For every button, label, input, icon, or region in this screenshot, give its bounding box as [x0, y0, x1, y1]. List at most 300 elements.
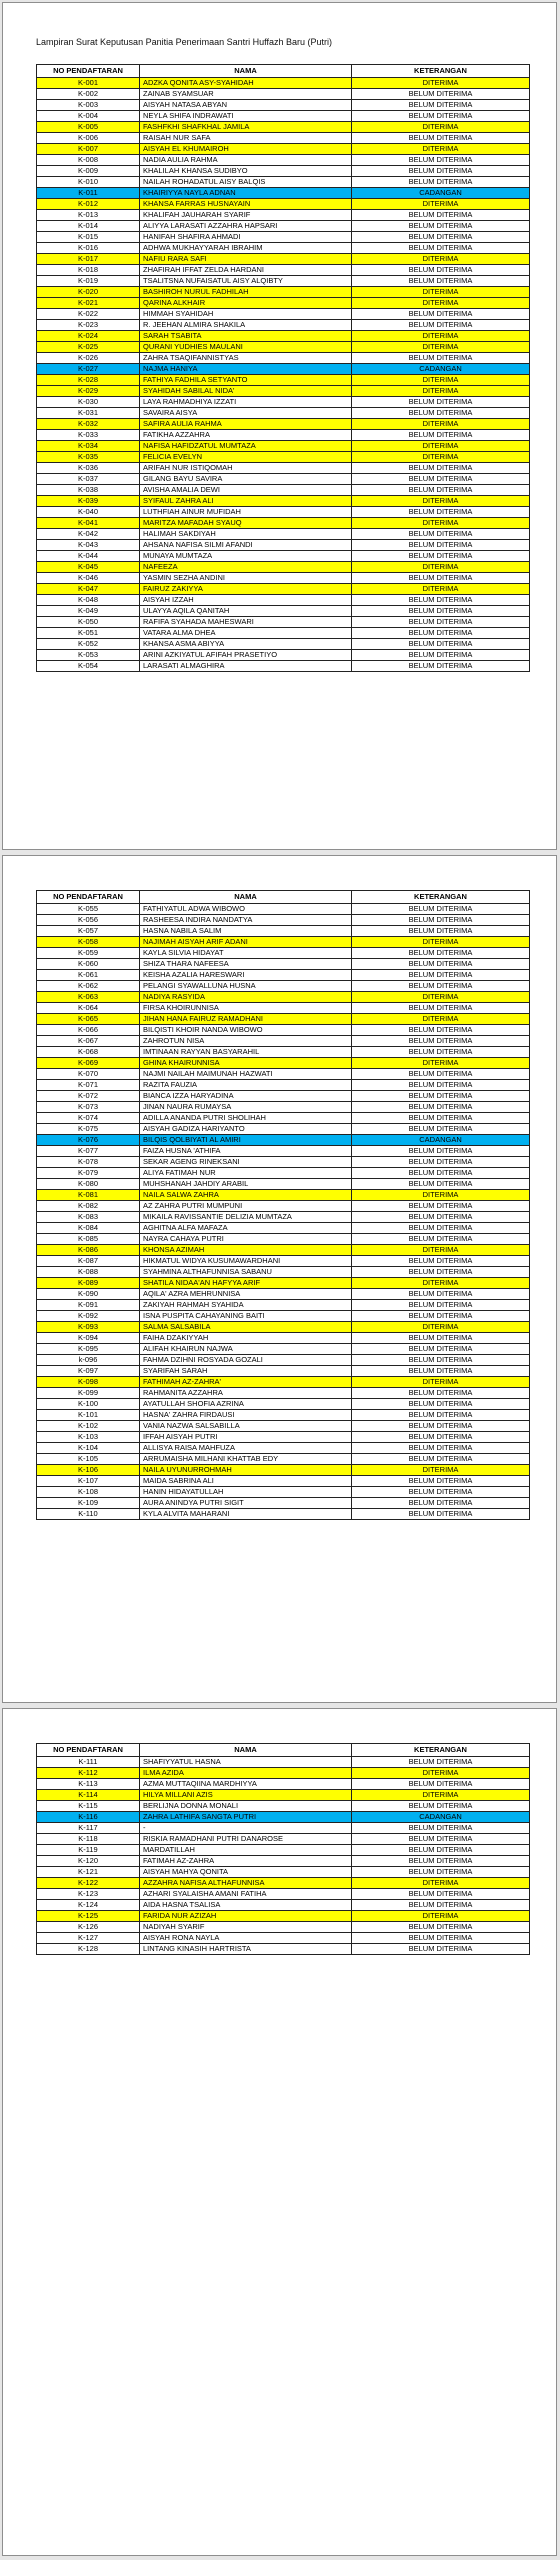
status: DITERIMA: [352, 1058, 530, 1069]
student-name: NAFIU RARA SAFI: [140, 254, 352, 265]
status: BELUM DITERIMA: [352, 1856, 530, 1867]
registration-number: K-097: [37, 1366, 140, 1377]
student-name: SHIZA THARA NAFEESA: [140, 959, 352, 970]
status: BELUM DITERIMA: [352, 485, 530, 496]
status: BELUM DITERIMA: [352, 948, 530, 959]
table-row: [37, 287, 530, 298]
student-name: GHINA KHAIRUNNISA: [140, 1058, 352, 1069]
student-name: NADIA AULIA RAHMA: [140, 155, 352, 166]
registration-number: K-063: [37, 992, 140, 1003]
table-row: [37, 78, 530, 89]
registration-table: [36, 890, 530, 1520]
student-name: MAIDA SABRINA ALI: [140, 1476, 352, 1487]
registration-number: K-001: [37, 78, 140, 89]
status: BELUM DITERIMA: [352, 1944, 530, 1955]
student-name: AZZAHRA NAFISA ALTHAFUNNISA: [140, 1878, 352, 1889]
table-row: [37, 1168, 530, 1179]
table-row: [37, 243, 530, 254]
status: CADANGAN: [352, 1812, 530, 1823]
registration-number: K-005: [37, 122, 140, 133]
registration-number: K-077: [37, 1146, 140, 1157]
student-name: FAIRUZ ZAKIYYA: [140, 584, 352, 595]
registration-number: K-125: [37, 1911, 140, 1922]
student-name: GILANG BAYU SAVIRA: [140, 474, 352, 485]
table-row: [37, 1366, 530, 1377]
status: BELUM DITERIMA: [352, 1823, 530, 1834]
status: BELUM DITERIMA: [352, 661, 530, 672]
student-name: KEISHA AZALIA HARESWARI: [140, 970, 352, 981]
student-name: ADILLA ANANDA PUTRI SHOLIHAH: [140, 1113, 352, 1124]
student-name: NAFISA HAFIDZATUL MUMTAZA: [140, 441, 352, 452]
table-row: [37, 1399, 530, 1410]
table-row: [37, 1201, 530, 1212]
registration-number: K-085: [37, 1234, 140, 1245]
status: BELUM DITERIMA: [352, 639, 530, 650]
table-row: [37, 430, 530, 441]
registration-number: K-069: [37, 1058, 140, 1069]
student-name: ZAINAB SYAMSUAR: [140, 89, 352, 100]
table-row: [37, 573, 530, 584]
status: CADANGAN: [352, 364, 530, 375]
status: DITERIMA: [352, 1278, 530, 1289]
document-title: Lampiran Surat Keputusan Panitia Penerimaan Santri Huffazh Baru (Putri): [36, 37, 332, 47]
registration-number: K-091: [37, 1300, 140, 1311]
student-name: HANIN HIDAYATULLAH: [140, 1487, 352, 1498]
table-row: [37, 441, 530, 452]
status: BELUM DITERIMA: [352, 1157, 530, 1168]
student-name: HILYA MILLANI AZIS: [140, 1790, 352, 1801]
status: BELUM DITERIMA: [352, 463, 530, 474]
student-name: FATHIYATUL ADWA WIBOWO: [140, 904, 352, 915]
status: BELUM DITERIMA: [352, 397, 530, 408]
student-name: KHANSA ASMA ABIYYA: [140, 639, 352, 650]
table-row: [37, 1091, 530, 1102]
registration-number: K-108: [37, 1487, 140, 1498]
table-row: [37, 1300, 530, 1311]
registration-number: K-119: [37, 1845, 140, 1856]
registration-number: K-042: [37, 529, 140, 540]
registration-number: K-013: [37, 210, 140, 221]
status: BELUM DITERIMA: [352, 551, 530, 562]
registration-number: K-026: [37, 353, 140, 364]
student-name: FIRSA KHOIRUNNISA: [140, 1003, 352, 1014]
table-row: [37, 1443, 530, 1454]
registration-number: K-071: [37, 1080, 140, 1091]
status: DITERIMA: [352, 1790, 530, 1801]
registration-number: K-032: [37, 419, 140, 430]
registration-number: K-101: [37, 1410, 140, 1421]
registration-number: K-028: [37, 375, 140, 386]
registration-number: K-053: [37, 650, 140, 661]
status: BELUM DITERIMA: [352, 1889, 530, 1900]
table-row: [37, 1124, 530, 1135]
student-name: ISNA PUSPITA CAHAYANING BAITI: [140, 1311, 352, 1322]
status: DITERIMA: [352, 254, 530, 265]
student-name: BIANCA IZZA HARYADINA: [140, 1091, 352, 1102]
table-row: [37, 1388, 530, 1399]
registration-number: K-039: [37, 496, 140, 507]
table-row: [37, 232, 530, 243]
status: BELUM DITERIMA: [352, 309, 530, 320]
student-name: VATARA ALMA DHEA: [140, 628, 352, 639]
table-row: [37, 1454, 530, 1465]
table-row: [37, 1047, 530, 1058]
student-name: ZAHRA LATHIFA SANGTA PUTRI: [140, 1812, 352, 1823]
status: BELUM DITERIMA: [352, 1080, 530, 1091]
registration-number: K-050: [37, 617, 140, 628]
student-name: AHSANA NAFISA SILMI AFANDI: [140, 540, 352, 551]
registration-number: K-056: [37, 915, 140, 926]
table-row: [37, 661, 530, 672]
status: BELUM DITERIMA: [352, 133, 530, 144]
table-row: [37, 353, 530, 364]
table-row: [37, 1790, 530, 1801]
table-row: [37, 1823, 530, 1834]
status: DITERIMA: [352, 562, 530, 573]
registration-number: K-014: [37, 221, 140, 232]
table-row: [37, 948, 530, 959]
student-name: AISYAH IZZAH: [140, 595, 352, 606]
table-row: [37, 507, 530, 518]
student-name: NAJMA HANIYA: [140, 364, 352, 375]
student-name: AISYAH EL KHUMAIROH: [140, 144, 352, 155]
status: BELUM DITERIMA: [352, 617, 530, 628]
status: DITERIMA: [352, 1465, 530, 1476]
status: BELUM DITERIMA: [352, 1432, 530, 1443]
student-name: RISKIA RAMADHANI PUTRI DANAROSE: [140, 1834, 352, 1845]
table-row: [37, 408, 530, 419]
student-name: ADHWA MUKHAYYARAH IBRAHIM: [140, 243, 352, 254]
student-name: RAZITA FAUZIA: [140, 1080, 352, 1091]
status: DITERIMA: [352, 1911, 530, 1922]
registration-number: K-003: [37, 100, 140, 111]
student-name: MUNAYA MUMTAZA: [140, 551, 352, 562]
registration-number: K-102: [37, 1421, 140, 1432]
table-row: [37, 1058, 530, 1069]
table-row: [37, 1289, 530, 1300]
table-row: [37, 1900, 530, 1911]
registration-number: K-024: [37, 331, 140, 342]
registration-number: K-066: [37, 1025, 140, 1036]
status: BELUM DITERIMA: [352, 1124, 530, 1135]
student-name: RASHEESA INDIRA NANDATYA: [140, 915, 352, 926]
student-name: BILQIS QOLBIYATI AL AMIRI: [140, 1135, 352, 1146]
status: DITERIMA: [352, 1014, 530, 1025]
student-name: ARINI AZKIYATUL AFIFAH PRASETIYO: [140, 650, 352, 661]
registration-number: K-080: [37, 1179, 140, 1190]
student-name: FATIMAH AZ-ZAHRA: [140, 1856, 352, 1867]
table-row: [37, 617, 530, 628]
status: BELUM DITERIMA: [352, 1047, 530, 1058]
registration-number: K-112: [37, 1768, 140, 1779]
student-name: HASNA' ZAHRA FIRDAUSI: [140, 1410, 352, 1421]
registration-number: K-045: [37, 562, 140, 573]
registration-number: K-087: [37, 1256, 140, 1267]
table-row: [37, 904, 530, 915]
table-row: [37, 364, 530, 375]
status: BELUM DITERIMA: [352, 959, 530, 970]
status: BELUM DITERIMA: [352, 1399, 530, 1410]
status: BELUM DITERIMA: [352, 529, 530, 540]
document-page: [2, 2, 557, 850]
table-row: [37, 452, 530, 463]
table-row: [37, 342, 530, 353]
registration-number: K-016: [37, 243, 140, 254]
col-header-keterangan: KETERANGAN: [352, 891, 530, 904]
student-name: ARIFAH NUR ISTIQOMAH: [140, 463, 352, 474]
student-name: KHANSA FARRAS HUSNAYAIN: [140, 199, 352, 210]
table-header-row: [37, 1744, 530, 1757]
registration-number: K-105: [37, 1454, 140, 1465]
registration-number: K-127: [37, 1933, 140, 1944]
registration-number: K-064: [37, 1003, 140, 1014]
student-name: MARDATILLAH: [140, 1845, 352, 1856]
table-row: [37, 1355, 530, 1366]
registration-number: K-019: [37, 276, 140, 287]
registration-number: K-058: [37, 937, 140, 948]
table-row: [37, 518, 530, 529]
status: BELUM DITERIMA: [352, 100, 530, 111]
table-row: [37, 1267, 530, 1278]
student-name: ZHAFIRAH IFFAT ZELDA HARDANI: [140, 265, 352, 276]
col-header-keterangan: KETERANGAN: [352, 1744, 530, 1757]
registration-number: K-073: [37, 1102, 140, 1113]
status: CADANGAN: [352, 188, 530, 199]
status: BELUM DITERIMA: [352, 1498, 530, 1509]
table-row: [37, 1377, 530, 1388]
col-header-no: NO PENDAFTARAN: [37, 1744, 140, 1757]
registration-number: K-074: [37, 1113, 140, 1124]
table-row: [37, 1212, 530, 1223]
table-row: [37, 419, 530, 430]
registration-number: K-123: [37, 1889, 140, 1900]
table-row: [37, 1234, 530, 1245]
table-row: [37, 122, 530, 133]
table-row: [37, 1069, 530, 1080]
status: BELUM DITERIMA: [352, 320, 530, 331]
student-name: KHALIFAH JAUHARAH SYARIF: [140, 210, 352, 221]
student-name: QURANI YUDHIES MAULANI: [140, 342, 352, 353]
table-row: [37, 1779, 530, 1790]
table-row: [37, 1856, 530, 1867]
student-name: HANIFAH SHAFIRA AHMADI: [140, 232, 352, 243]
registration-number: K-049: [37, 606, 140, 617]
status: BELUM DITERIMA: [352, 926, 530, 937]
table-row: [37, 1146, 530, 1157]
status: DITERIMA: [352, 1322, 530, 1333]
status: DITERIMA: [352, 1768, 530, 1779]
status: BELUM DITERIMA: [352, 1168, 530, 1179]
registration-number: K-076: [37, 1135, 140, 1146]
status: BELUM DITERIMA: [352, 1201, 530, 1212]
table-row: [37, 276, 530, 287]
registration-number: K-083: [37, 1212, 140, 1223]
status: BELUM DITERIMA: [352, 540, 530, 551]
table-row: [37, 375, 530, 386]
student-name: FASHFKHI SHAFKHAL JAMILA: [140, 122, 352, 133]
status: BELUM DITERIMA: [352, 1025, 530, 1036]
table-row: [37, 1878, 530, 1889]
registration-number: K-059: [37, 948, 140, 959]
student-name: BERLIJNA DONNA MONALI: [140, 1801, 352, 1812]
student-name: LUTHFIAH AINUR MUFIDAH: [140, 507, 352, 518]
table-row: [37, 970, 530, 981]
table-row: [37, 155, 530, 166]
table-row: [37, 89, 530, 100]
status: BELUM DITERIMA: [352, 1487, 530, 1498]
status: BELUM DITERIMA: [352, 1311, 530, 1322]
registration-number: K-036: [37, 463, 140, 474]
status: BELUM DITERIMA: [352, 210, 530, 221]
status: DITERIMA: [352, 1377, 530, 1388]
table-row: [37, 199, 530, 210]
table-row: [37, 298, 530, 309]
student-name: SYIFAUL ZAHRA ALI: [140, 496, 352, 507]
student-name: AISYAH MAHYA QONITA: [140, 1867, 352, 1878]
student-name: AYATULLAH SHOFIA AZRINA: [140, 1399, 352, 1410]
table-row: [37, 606, 530, 617]
status: DITERIMA: [352, 78, 530, 89]
student-name: HIMMAH SYAHIDAH: [140, 309, 352, 320]
status: DITERIMA: [352, 452, 530, 463]
status: BELUM DITERIMA: [352, 155, 530, 166]
student-name: NEYLA SHIFA INDRAWATI: [140, 111, 352, 122]
student-name: MARITZA MAFADAH SYAUQ: [140, 518, 352, 529]
status: BELUM DITERIMA: [352, 1476, 530, 1487]
registration-number: K-117: [37, 1823, 140, 1834]
registration-number: K-089: [37, 1278, 140, 1289]
status: DITERIMA: [352, 287, 530, 298]
status: BELUM DITERIMA: [352, 1333, 530, 1344]
table-row: [37, 959, 530, 970]
student-name: SYAHIDAH SABILAL NIDA': [140, 386, 352, 397]
table-row: [37, 1102, 530, 1113]
table-row: [37, 628, 530, 639]
status: BELUM DITERIMA: [352, 1900, 530, 1911]
table-row: [37, 1036, 530, 1047]
table-row: [37, 166, 530, 177]
table-row: [37, 937, 530, 948]
col-header-no: NO PENDAFTARAN: [37, 65, 140, 78]
registration-number: K-052: [37, 639, 140, 650]
student-name: HASNA NABILA SALIM: [140, 926, 352, 937]
status: BELUM DITERIMA: [352, 1069, 530, 1080]
table-row: [37, 1014, 530, 1025]
status: DITERIMA: [352, 375, 530, 386]
status: BELUM DITERIMA: [352, 1779, 530, 1790]
student-name: KHONSA AZIMAH: [140, 1245, 352, 1256]
student-name: ULAYYA AQILA QANITAH: [140, 606, 352, 617]
student-name: AQILA' AZRA MEHRUNNISA: [140, 1289, 352, 1300]
student-name: SEKAR AGENG RINEKSANI: [140, 1157, 352, 1168]
status: BELUM DITERIMA: [352, 1834, 530, 1845]
registration-number: K-017: [37, 254, 140, 265]
student-name: ARRUMAISHA MILHANI KHATTAB EDY: [140, 1454, 352, 1465]
student-name: MIKAILA RAVISSANTIE DELIZIA MUMTAZA: [140, 1212, 352, 1223]
status: BELUM DITERIMA: [352, 1091, 530, 1102]
student-name: FAIHA DZAKIYYAH: [140, 1333, 352, 1344]
status: DITERIMA: [352, 298, 530, 309]
status: DITERIMA: [352, 584, 530, 595]
student-name: SHAFIYYATUL HASNA: [140, 1757, 352, 1768]
table-row: [37, 551, 530, 562]
student-name: TSALITSNA NUFAISATUL AISY ALQIBTY: [140, 276, 352, 287]
status: BELUM DITERIMA: [352, 1388, 530, 1399]
status: CADANGAN: [352, 1135, 530, 1146]
student-name: FATIKHA AZZAHRA: [140, 430, 352, 441]
table-row: [37, 386, 530, 397]
status: BELUM DITERIMA: [352, 1410, 530, 1421]
table-row: [37, 1911, 530, 1922]
student-name: NADIYA RASYIDA: [140, 992, 352, 1003]
registration-number: K-007: [37, 144, 140, 155]
status: BELUM DITERIMA: [352, 243, 530, 254]
student-name: AISYAH NATASA ABYAN: [140, 100, 352, 111]
table-row: [37, 1867, 530, 1878]
col-header-nama: NAMA: [140, 1744, 352, 1757]
registration-number: K-113: [37, 1779, 140, 1790]
student-name: NAFEEZA: [140, 562, 352, 573]
table-row: [37, 1889, 530, 1900]
registration-number: K-092: [37, 1311, 140, 1322]
registration-number: K-044: [37, 551, 140, 562]
table-row: [37, 133, 530, 144]
student-name: KAYLA SILVIA HIDAYAT: [140, 948, 352, 959]
table-row: [37, 100, 530, 111]
registration-number: K-109: [37, 1498, 140, 1509]
student-name: FATHIMAH AZ-ZAHRA': [140, 1377, 352, 1388]
registration-number: K-004: [37, 111, 140, 122]
table-row: [37, 1812, 530, 1823]
status: DITERIMA: [352, 419, 530, 430]
student-name: NAILA UYUNURROHMAH: [140, 1465, 352, 1476]
registration-number: K-068: [37, 1047, 140, 1058]
registration-number: K-054: [37, 661, 140, 672]
student-name: KHAIRIYYA NAYLA ADNAN: [140, 188, 352, 199]
table-row: [37, 1256, 530, 1267]
status: BELUM DITERIMA: [352, 1212, 530, 1223]
registration-number: K-111: [37, 1757, 140, 1768]
registration-number: K-012: [37, 199, 140, 210]
student-name: LAYA RAHMADHIYA IZZATI: [140, 397, 352, 408]
student-name: SALMA SALSABILA: [140, 1322, 352, 1333]
table-row: [37, 1933, 530, 1944]
table-row: [37, 562, 530, 573]
table-row: [37, 111, 530, 122]
student-name: AISYAH GADIZA HARIYANTO: [140, 1124, 352, 1135]
table-row: [37, 1432, 530, 1443]
registration-number: K-099: [37, 1388, 140, 1399]
status: BELUM DITERIMA: [352, 1300, 530, 1311]
registration-number: K-122: [37, 1878, 140, 1889]
table-row: [37, 1757, 530, 1768]
status: BELUM DITERIMA: [352, 276, 530, 287]
registration-number: K-121: [37, 1867, 140, 1878]
registration-number: K-055: [37, 904, 140, 915]
status: BELUM DITERIMA: [352, 265, 530, 276]
registration-number: K-046: [37, 573, 140, 584]
registration-number: K-095: [37, 1344, 140, 1355]
status: DITERIMA: [352, 199, 530, 210]
status: BELUM DITERIMA: [352, 89, 530, 100]
table-row: [37, 1845, 530, 1856]
student-name: AIDA HASNA TSALISA: [140, 1900, 352, 1911]
registration-number: K-030: [37, 397, 140, 408]
student-name: ZAKIYAH RAHMAH SYAHIDA: [140, 1300, 352, 1311]
col-header-nama: NAMA: [140, 891, 352, 904]
registration-number: K-011: [37, 188, 140, 199]
col-header-keterangan: KETERANGAN: [352, 65, 530, 78]
